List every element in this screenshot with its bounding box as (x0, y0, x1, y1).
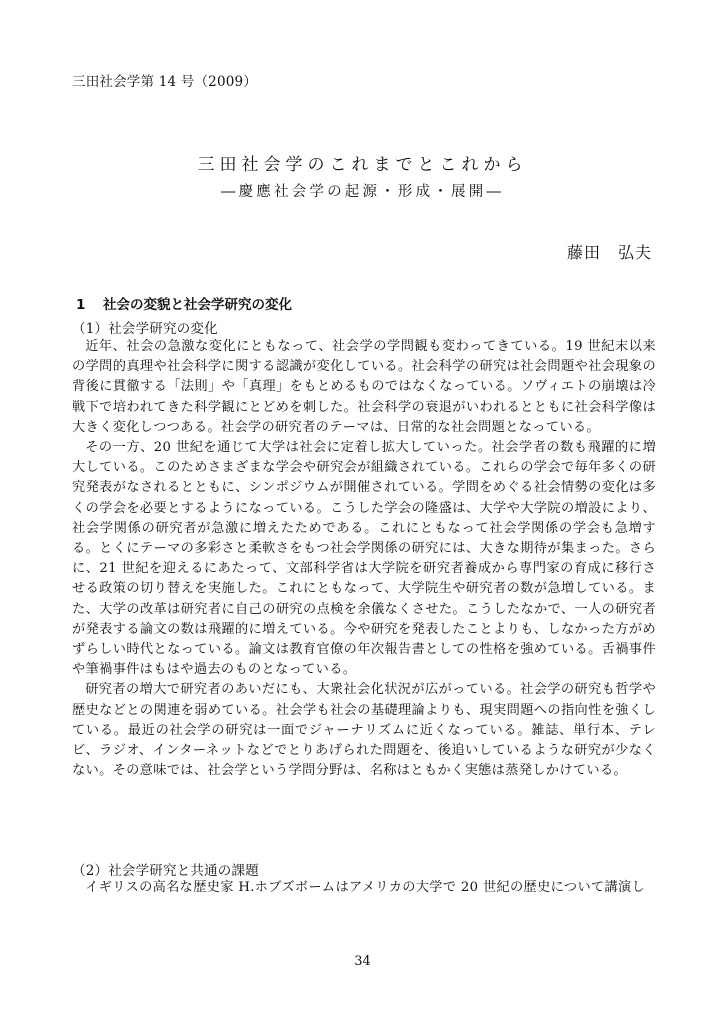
author-name: 藤田 弘夫 (566, 243, 652, 262)
section-number: 1 (76, 297, 86, 313)
section-title: 社会の変貌と社会学研究の変化 (103, 297, 292, 313)
page-number: 34 (354, 954, 371, 969)
journal-header: 三田社会学第 14 号（2009） (72, 74, 258, 90)
article-subtitle: ―慶應社会学の起源・形成・展開― (220, 184, 505, 200)
paragraph: イギリスの高名な歴史家 H.ホブズボームはアメリカの大学で 20 世紀の歴史について講演し (85, 880, 646, 895)
section-heading (76, 293, 292, 313)
subsection-1-body (72, 337, 656, 781)
subsection-1-heading: （1）社会学研究の変化 (72, 321, 218, 337)
paragraph: 研究者の増大で研究者のあいだにも、大衆社会化状況が広がっている。社会学の研究も哲学や歴史などとの関連を弱めている。社会学も社会の基礎理論よりも、現実問題への指向性を強くしている。最近の社会学の研究は一面でジャーナリズムに近くなっている。雑誌、単行本、テレビ、ラジオ、インターネットなどでとりあげられた問題を、後追いしているような研究が少なくない。その意味では、社会学という学問分野は、名称はともかく実態は蒸発しかけている。 (72, 682, 656, 779)
article-title: 三田社会学のこれまでとこれから (197, 155, 528, 175)
subsection-2-body (72, 878, 656, 898)
paragraph: 近年、社会の急激な変化にともなって、社会学の学問観も変わってきている。19 世紀末以来の学問的真理や社会科学に関する認識が変化している。社会科学の研究は社会問題や社会現象の背後に貫徹する「法則」や「真理」をもとめるものではなくなっている。ソヴィエトの崩壊は冷戦下で培われてきた科学観にとどめを刺した。社会科学の衰退がいわれるとともに社会科学像は大きく変化しつつある。社会学の研究者のテーマは、日常的な社会問題となっている。 (72, 339, 656, 435)
subsection-2-heading: （2）社会学研究と共通の課題 (72, 863, 259, 879)
paragraph: その一方、20 世紀を通じて大学は社会に定着し拡大していった。社会学者の数も飛躍的に増大している。このためさまざまな学会や研究会が組織されている。これらの学会で毎年多くの研究発表がなされるとともに、シンポジウムが開催されている。学問をめぐる社会情勢の変化は多くの学会を必要とするようになっている。こうした学会の隆盛は、大学や大学院の増設により、社会学関係の研究者が急激に増えたためである。これにともなって社会学関係の学会も急増する。とくにテーマの多彩さと柔軟さをもつ社会学関係の研究には、大きな期待が集まった。さらに、21 世紀を迎えるにあたって、文部科学省は大学院を研究者養成から専門家の育成に移行させる政策の切り替えを実施した。これにともなって、大学院生や研究者の数が急増している。また、大学の改革は研究者に自己の研究の点検を余儀なくさせた。こうしたなかで、一人の研究者が発表する論文の数は飛躍的に増えている。今や研究を発表したことよりも、しなかった方がめずらしい時代となっている。論文は教育官僚の年次報告書としての性格を強めている。舌禍事件や筆禍事件はもはや過去のものとなっている。 (72, 440, 656, 678)
